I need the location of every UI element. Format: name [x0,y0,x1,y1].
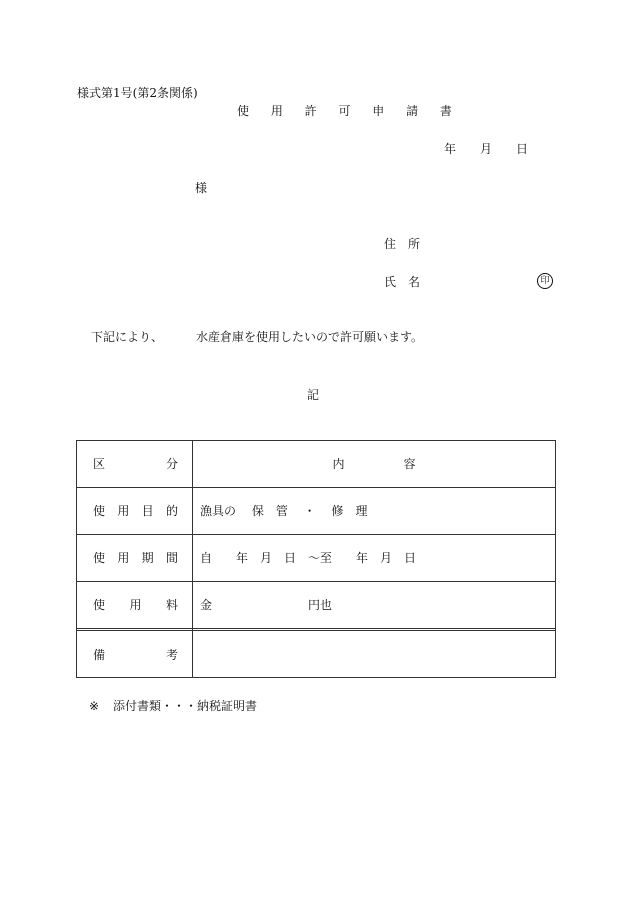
address-label: 住 所 [384,237,421,251]
row-label-char: 使 [93,551,106,566]
row-label-char: 間 [165,551,178,566]
row-label-char: 目 [141,504,154,519]
row-label-char: 考 [165,647,178,662]
header-content-cell [193,441,556,488]
usage-fee-value [193,581,556,628]
usage-period-value [193,534,556,581]
usage-purpose-text: 漁具の 保 管 ・ 修 理 [200,504,368,519]
header-content-char: 内 [332,457,345,472]
row-label-char: 用 [117,551,130,566]
table-row [77,534,556,581]
table-row [77,581,556,628]
row-label-cell [77,534,193,581]
header-content-char: 容 [403,457,416,472]
remarks-value [193,631,556,678]
addressee-suffix: 様 [195,181,208,195]
form-number: 様式第1号(第2条関係) [77,86,198,100]
row-label-cell [77,487,193,534]
table-row [77,631,556,678]
usage-period-text: 自 年 月 日 ～至 年 月 日 [200,551,417,566]
header-label-cell [77,441,193,488]
row-label-char: 期 [141,551,154,566]
row-label-char: 用 [117,504,130,519]
ki-heading: 記 [307,388,320,402]
usage-purpose-value [193,487,556,534]
row-label-cell [77,581,193,628]
form-title: 使 用 許 可 申 請 書 [237,104,461,118]
application-table [76,440,556,678]
attachment-note: 添付書類・・・納税証明書 [113,699,258,713]
seal-mark: 印 [537,273,553,289]
row-label-cell [77,631,193,678]
usage-fee-text: 金 円也 [200,598,333,613]
row-label-char: 用 [129,598,142,613]
date-line: 年 月 日 [444,142,529,156]
table-row [77,487,556,534]
row-label-char: 料 [165,598,178,613]
row-label-char: 使 [93,504,106,519]
request-prefix: 下記により、 [91,330,164,344]
note-mark: ※ [89,699,100,713]
row-label-char: 的 [165,504,178,519]
table-header-row [77,441,556,488]
row-label-char: 備 [93,647,106,662]
header-label-char: 区 [93,457,106,472]
row-label-char: 使 [93,598,106,613]
header-label-char: 分 [165,457,178,472]
request-body: 水産倉庫を使用したいので許可願います。 [196,330,424,344]
name-label: 氏 名 [384,275,421,289]
